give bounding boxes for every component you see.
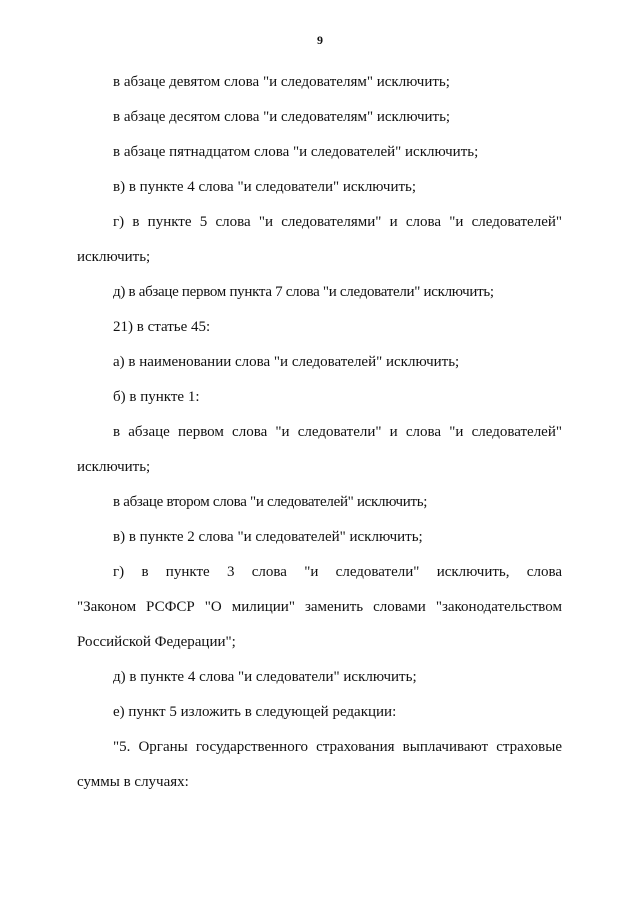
text-line-5: г) в пункте 5 слова "и следователями" и слова "и следователей" xyxy=(113,214,562,230)
text-line-18: д) в пункте 4 слова "и следователи" исключить; xyxy=(113,669,417,685)
text-line-16: "Законом РСФСР "О милиции" заменить словами "законодательством xyxy=(77,599,562,615)
text-line-13: в абзаце втором слова "и следователей" исключить; xyxy=(113,494,428,510)
page-number: 9 xyxy=(317,33,323,47)
text-line-19: е) пункт 5 изложить в следующей редакции: xyxy=(113,704,397,720)
text-line-15: г) в пункте 3 слова "и следователи" исключить, слова xyxy=(113,564,562,580)
text-line-6: исключить; xyxy=(77,249,151,265)
text-line-11: в абзаце первом слова "и следователи" и слова "и следователей" xyxy=(113,424,562,440)
text-line-9: а) в наименовании слова "и следователей" исключить; xyxy=(113,354,460,370)
text-line-3: в абзаце пятнадцатом слова "и следователей" исключить; xyxy=(113,144,479,160)
text-line-7: д) в абзаце первом пункта 7 слова "и следователи" исключить; xyxy=(113,284,494,300)
text-line-14: в) в пункте 2 слова "и следователей" исключить; xyxy=(113,529,423,545)
text-line-2: в абзаце десятом слова "и следователям" исключить; xyxy=(113,109,451,125)
text-line-8: 21) в статье 45: xyxy=(113,319,211,335)
text-line-10: б) в пункте 1: xyxy=(113,389,200,405)
text-line-20: "5. Органы государственного страхования выплачивают страховые xyxy=(113,739,562,755)
text-line-4: в) в пункте 4 слова "и следователи" исключить; xyxy=(113,179,417,195)
text-line-17: Российской Федерации"; xyxy=(77,634,236,650)
text-line-12: исключить; xyxy=(77,459,151,475)
text-line-21: суммы в случаях: xyxy=(77,774,189,790)
text-line-1: в абзаце девятом слова "и следователям" исключить; xyxy=(113,74,450,90)
